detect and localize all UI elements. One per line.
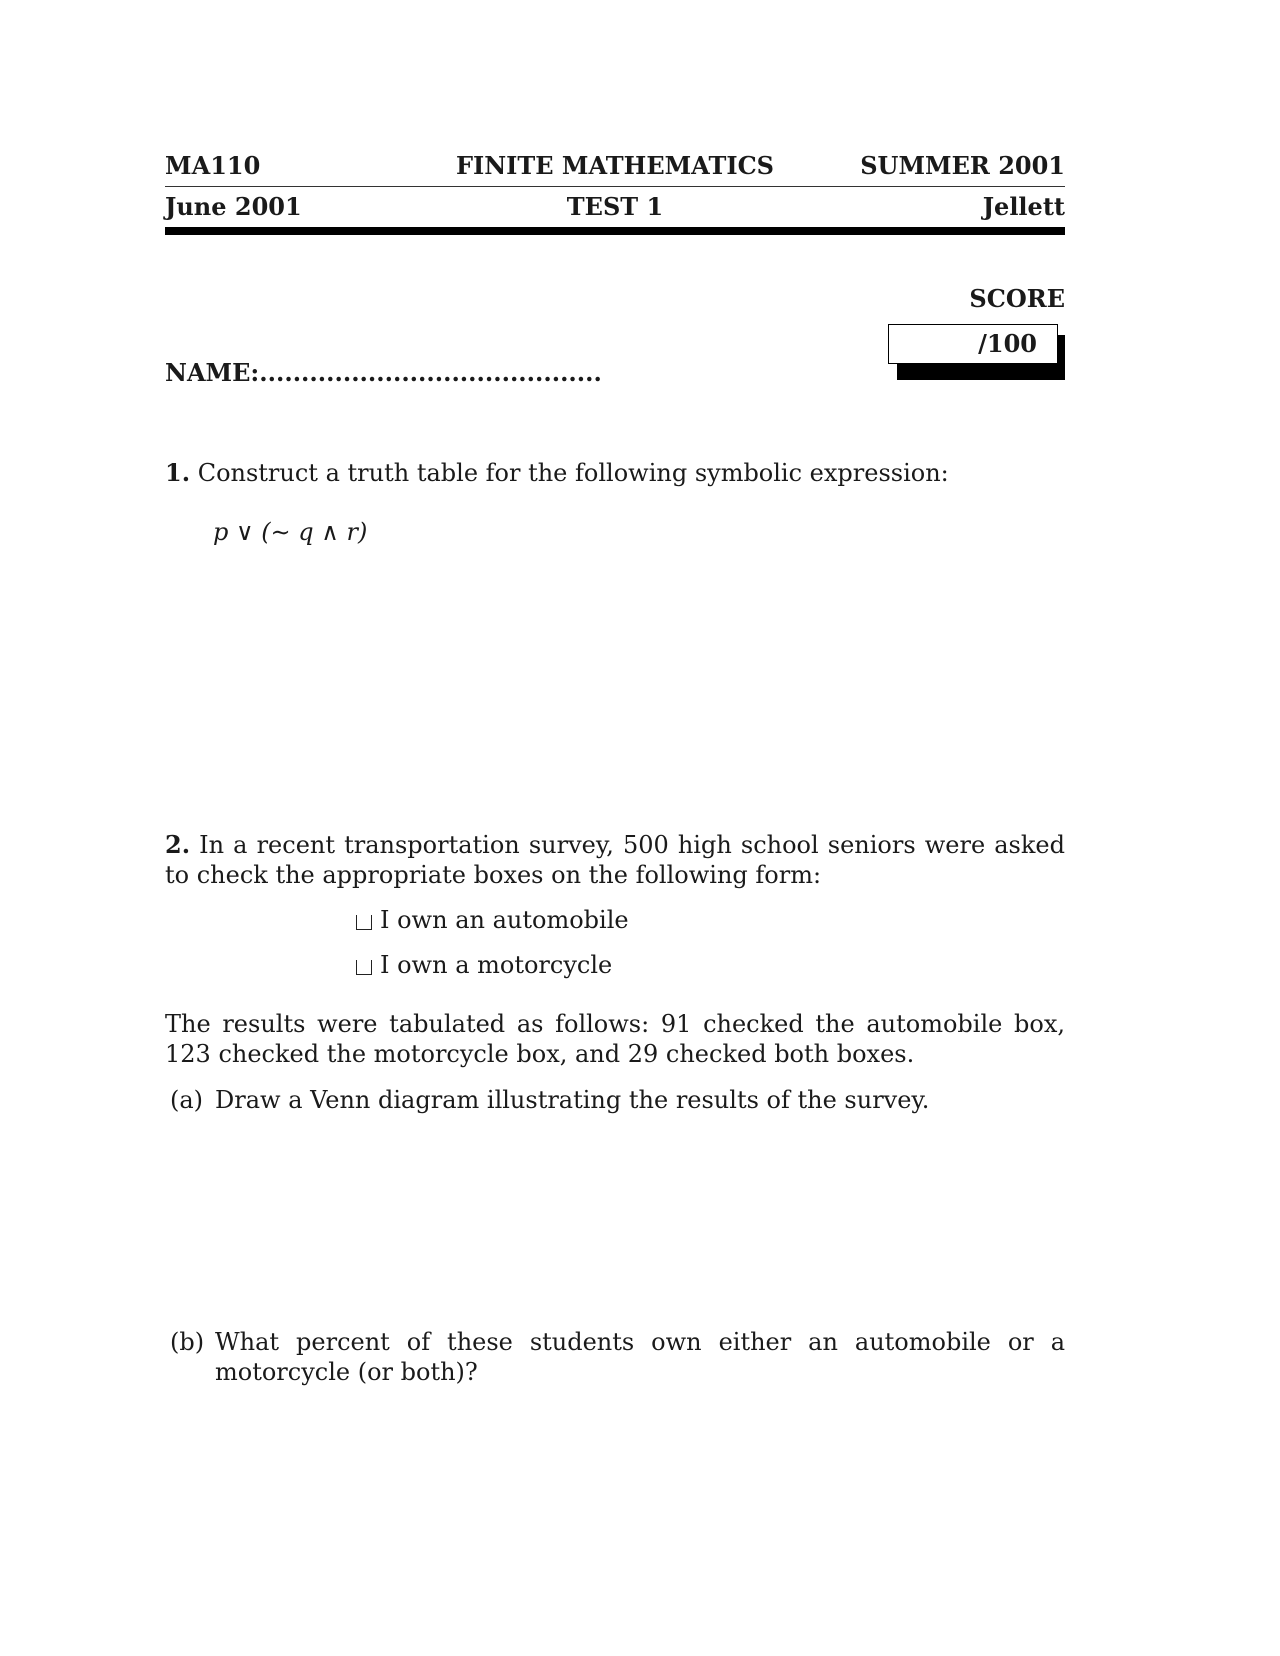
part-a-label: (a) xyxy=(170,1086,204,1114)
course-code: MA110 xyxy=(165,151,261,180)
header-thick-rule xyxy=(165,227,1065,235)
question-2-number: 2. xyxy=(165,830,191,859)
question-2 xyxy=(165,830,1065,890)
symbolic-expression: p ∨ (∼ q ∧ r) xyxy=(213,518,368,546)
checkbox-icon xyxy=(356,960,372,975)
option-label: I own an automobile xyxy=(380,906,629,934)
checkbox-icon xyxy=(356,915,372,930)
header-divider xyxy=(165,186,1065,187)
question-1 xyxy=(165,458,1065,488)
header-row-top xyxy=(165,152,1065,180)
form-option-automobile xyxy=(356,905,629,935)
instructor: Jellett xyxy=(982,192,1065,221)
form-option-motorcycle xyxy=(356,950,612,980)
part-a-text: Draw a Venn diagram illustrating the results of the survey. xyxy=(215,1086,930,1114)
course-title: FINITE MATHEMATICS xyxy=(455,151,775,180)
score-label: SCORE xyxy=(969,284,1065,313)
question-1-text: Construct a truth table for the following symbolic expression: xyxy=(197,459,949,487)
option-label: I own a motorcycle xyxy=(380,951,613,979)
term: SUMMER 2001 xyxy=(860,151,1065,180)
question-1-number: 1. xyxy=(165,458,191,487)
survey-results: The results were tabulated as follows: 91 checked the automobile box, 123 checked the motorcycle box, and 29 checked both boxes. xyxy=(165,1010,1065,1068)
name-field: NAME:......................................... xyxy=(165,358,602,387)
question-2-text: In a recent transportation survey, 500 high school seniors were asked to check the appropriate boxes on the following form: xyxy=(165,831,1065,889)
test-date: June 2001 xyxy=(165,192,302,221)
part-b-label: (b) xyxy=(170,1328,205,1356)
test-title: TEST 1 xyxy=(566,192,664,221)
part-b-text: What percent of these students own either an automobile or a motorcycle (or both)? xyxy=(215,1328,1065,1386)
header-row-bottom xyxy=(165,193,1065,221)
score-box: /100 xyxy=(888,324,1058,364)
